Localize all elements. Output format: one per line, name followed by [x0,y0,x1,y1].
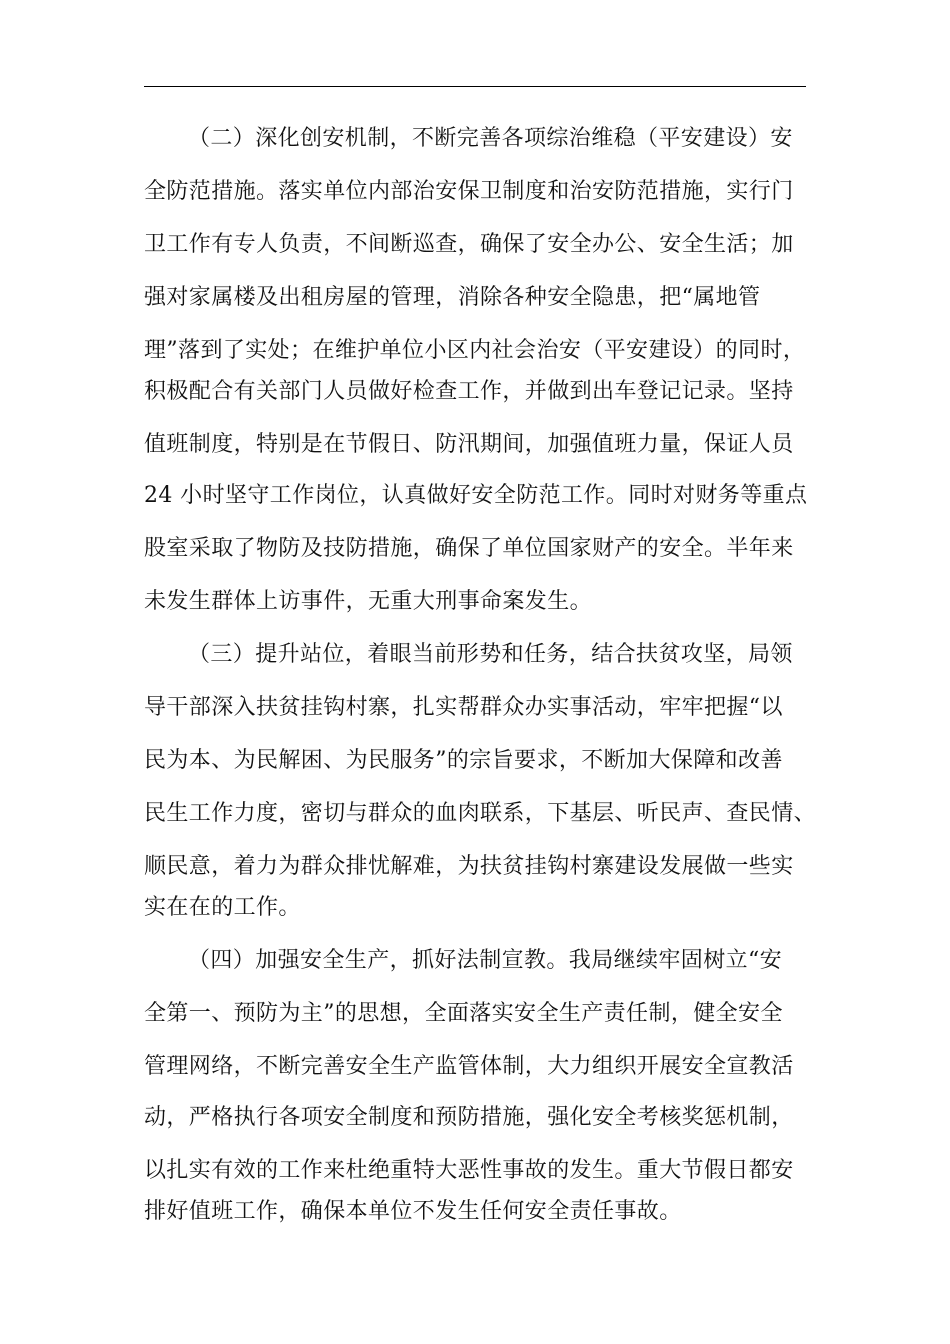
paragraph-1-line-1: （二）深化创安机制，不断完善各项综治维稳（平安建设）安 [188,126,793,151]
paragraph-2-line-5: 顺民意，着力为群众排忧解难，为扶贫挂钩村寨建设发展做一些实 [144,854,794,879]
header-rule [144,86,806,87]
paragraph-1-line-8: 24 小时坚守工作岗位，认真做好安全防范工作。同时对财务等重点 [144,483,808,508]
paragraph-3-line-2: 全第一、预防为主”的思想，全面落实安全生产责任制，健全安全 [144,1001,783,1026]
paragraph-3-line-3: 管理网络，不断完善安全生产监管体制，大力组织开展安全宣教活 [144,1054,794,1079]
paragraph-3-line-5: 以扎实有效的工作来杜绝重特大恶性事故的发生。重大节假日都安 [144,1158,794,1183]
paragraph-1-line-7: 值班制度，特别是在节假日、防汛期间，加强值班力量，保证人员 [144,432,794,457]
paragraph-1-line-2: 全防范措施。落实单位内部治安保卫制度和治安防范措施，实行门 [144,179,794,204]
paragraph-3-line-6: 排好值班工作，确保本单位不发生任何安全责任事故。 [144,1199,682,1224]
paragraph-2-line-1: （三）提升站位，着眼当前形势和任务，结合扶贫攻坚，局领 [188,642,793,667]
paragraph-1-line-4: 强对家属楼及出租房屋的管理，消除各种安全隐患，把“属地管 [144,285,761,310]
paragraph-2-line-3: 民为本、为民解困、为民服务”的宗旨要求，不断加大保障和改善 [144,748,783,773]
paragraph-3-line-4: 动，严格执行各项安全制度和预防措施，强化安全考核奖惩机制， [144,1105,794,1130]
paragraph-1-line-6: 积极配合有关部门人员做好检查工作，并做到出车登记记录。坚持 [144,379,794,404]
paragraph-2-line-6: 实在在的工作。 [144,895,301,920]
paragraph-1-line-3: 卫工作有专人负责，不间断巡查，确保了安全办公、安全生活；加 [144,232,794,257]
paragraph-2-line-4: 民生工作力度，密切与群众的血肉联系，下基层、听民声、查民情、 [144,801,817,826]
paragraph-1-line-5: 理”落到了实处；在维护单位小区内社会治安（平安建设）的同时， [144,338,806,363]
paragraph-1-line-9: 股室采取了物防及技防措施，确保了单位国家财产的安全。半年来 [144,536,794,561]
paragraph-1-line-10: 未发生群体上访事件，无重大刑事命案发生。 [144,589,593,614]
paragraph-2-line-2: 导干部深入扶贫挂钩村寨，扎实帮群众办实事活动，牢牢把握“以 [144,695,783,720]
paragraph-3-line-1: （四）加强安全生产，抓好法制宣教。我局继续牢固树立“安 [188,948,783,973]
